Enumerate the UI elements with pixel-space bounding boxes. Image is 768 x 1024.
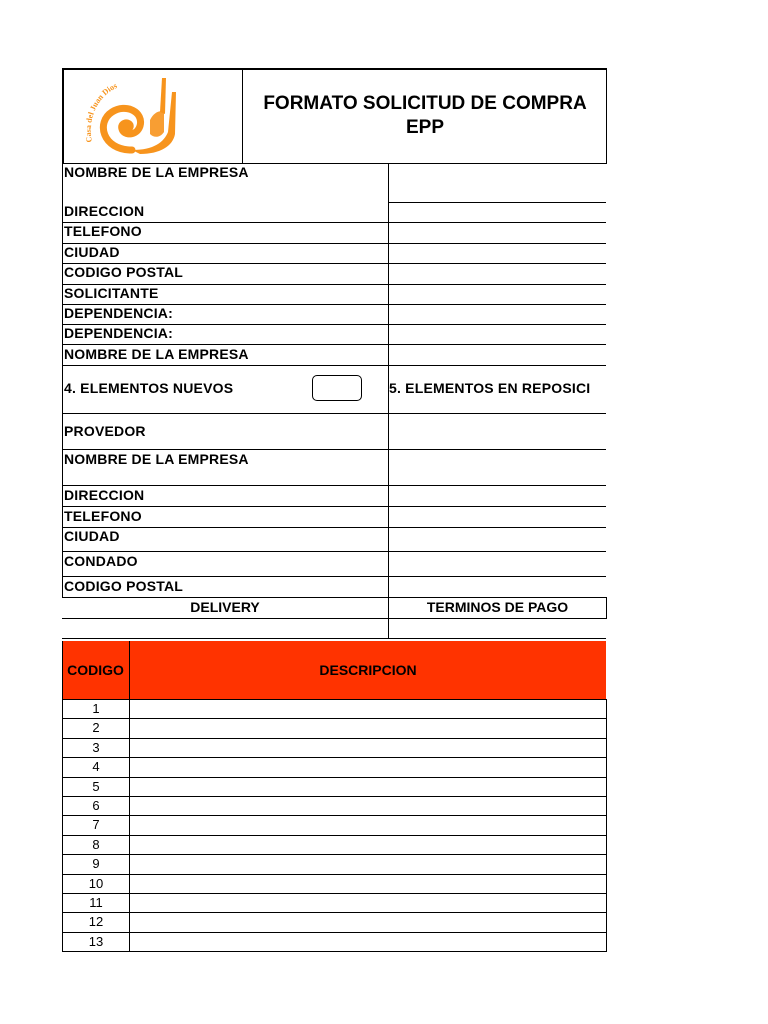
company-address-field[interactable] [390, 203, 604, 222]
payment-terms-field[interactable] [390, 619, 604, 637]
item-description-field[interactable] [131, 719, 605, 737]
item-row-number: 9 [92, 856, 100, 872]
department-field-2[interactable] [390, 325, 604, 344]
table-row-divider [62, 951, 606, 952]
item-description-field[interactable] [131, 816, 605, 834]
provider-county-label: CONDADO [64, 553, 138, 569]
provider-address-label: DIRECCION [64, 487, 145, 503]
item-row-number: 11 [89, 895, 103, 910]
item-row-number: 4 [92, 759, 100, 775]
payment-terms-label: TERMINOS DE PAGO [426, 599, 569, 615]
provider-county-field[interactable] [390, 552, 604, 575]
descripcion-column-header: DESCRIPCION [319, 662, 417, 678]
item-row-number: 7 [92, 817, 100, 833]
item-description-field[interactable] [131, 836, 605, 854]
provider-city-field[interactable] [390, 528, 604, 550]
provider-phone-label: TELEFONO [64, 508, 142, 524]
requester-label: SOLICITANTE [64, 285, 159, 301]
item-row-number: 13 [88, 933, 104, 949]
company-name-label: NOMBRE DE LA EMPRESA [64, 164, 249, 180]
new-elements-checkbox[interactable] [312, 375, 362, 401]
provider-label: PROVEDOR [64, 423, 146, 439]
snail-logo-icon [80, 72, 190, 158]
company-name-label-2: NOMBRE DE LA EMPRESA [64, 346, 249, 362]
item-row-number: 10 [88, 875, 104, 891]
title-line-1: FORMATO SOLICITUD DE COMPRA [263, 93, 587, 114]
item-description-field[interactable] [131, 913, 605, 931]
provider-field[interactable] [390, 414, 604, 448]
company-phone-field[interactable] [390, 223, 604, 242]
company-address-label: DIRECCION [64, 203, 145, 219]
item-description-field[interactable] [131, 875, 605, 893]
provider-city-label: CIUDAD [64, 528, 120, 544]
item-description-field[interactable] [131, 700, 605, 718]
provider-address-field[interactable] [390, 486, 604, 505]
item-description-field[interactable] [131, 855, 605, 873]
provider-name-field[interactable] [390, 450, 604, 484]
delivery-label: DELIVERY [190, 599, 260, 615]
provider-postal-label: CODIGO POSTAL [64, 578, 184, 594]
page-title [244, 92, 606, 140]
item-row-number: 12 [88, 914, 104, 930]
delivery-field[interactable] [64, 619, 386, 637]
department-field-1[interactable] [390, 305, 604, 324]
provider-postal-field[interactable] [390, 577, 604, 596]
item-row-number: 6 [92, 798, 100, 813]
company-city-field[interactable] [390, 244, 604, 263]
item-row-number: 8 [92, 836, 100, 852]
company-city-label: CIUDAD [64, 244, 120, 260]
provider-phone-field[interactable] [390, 507, 604, 526]
company-postal-label: CODIGO POSTAL [64, 264, 184, 280]
company-name-field[interactable] [390, 164, 604, 201]
requester-field[interactable] [390, 285, 604, 304]
department-label-1: DEPENDENCIA: [64, 305, 173, 321]
item-description-field[interactable] [131, 739, 605, 757]
item-row-number: 3 [92, 739, 100, 755]
item-row-number: 5 [92, 778, 100, 794]
item-description-field[interactable] [131, 778, 605, 796]
company-name-field-2[interactable] [390, 346, 604, 365]
item-row-number: 1 [92, 701, 100, 716]
item-row-number: 2 [92, 720, 100, 736]
item-description-field[interactable] [131, 758, 605, 776]
item-description-field[interactable] [131, 894, 605, 912]
codigo-column-header: CODIGO [67, 662, 124, 678]
department-label-2: DEPENDENCIA: [64, 325, 173, 341]
company-postal-field[interactable] [390, 264, 604, 283]
item-description-field[interactable] [131, 797, 605, 815]
company-phone-label: TELEFONO [64, 223, 142, 239]
new-elements-label: 4. ELEMENTOS NUEVOS [64, 380, 234, 396]
provider-name-label: NOMBRE DE LA EMPRESA [64, 451, 249, 467]
item-description-field[interactable] [131, 933, 605, 951]
title-line-2: EPP [405, 117, 445, 138]
logo [80, 72, 190, 158]
replacement-elements-label: 5. ELEMENTOS EN REPOSICI [389, 380, 591, 396]
logo-text: Casa del Juan Dios [83, 81, 119, 143]
